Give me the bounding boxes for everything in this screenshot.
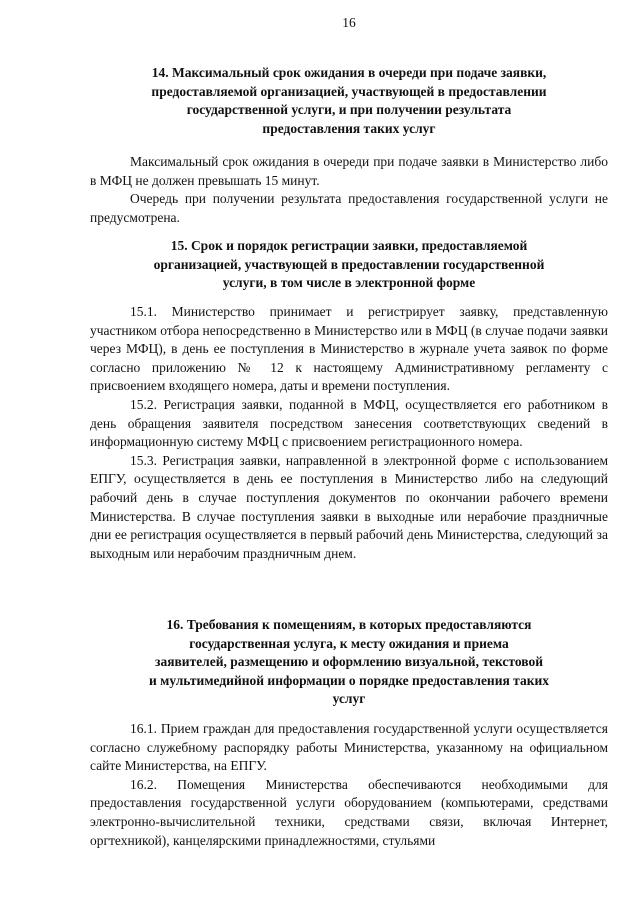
- paragraph-16-1: 16.1. Прием граждан для предоставления государственной услуги осуществляется согласно служебному распорядку работы Министерства, указанному на официальном сайте Министерства, на ЕПГУ.: [90, 721, 608, 774]
- heading-line: 15. Срок и порядок регистрации заявки, предоставляемой: [170, 238, 528, 253]
- heading-line: услуги, в том числе в электронной форме: [222, 275, 476, 291]
- section-14-heading: [90, 64, 608, 138]
- paragraph-15-2: 15.2. Регистрация заявки, поданной в МФЦ, осуществляется его работником в день обращения заявителя посредством занесения соответствующих сведений в информационную систему МФЦ с присвоением регистрационного номера.: [90, 396, 608, 450]
- heading-line: предоставляемой организацией, участвующей в предоставлении: [151, 83, 547, 99]
- heading-line: заявителей, размещению и оформлению визуальной, текстовой: [155, 654, 543, 670]
- heading-line: услуг: [332, 691, 366, 707]
- heading-line: и мультимедийной информации о порядке предоставления таких: [148, 672, 550, 688]
- heading-line: 16. Требования к помещениям, в которых предоставляются: [166, 617, 532, 632]
- paragraph: Максимальный срок ожидания в очереди при подаче заявки в Министерство либо в МФЦ не должен превышать 15 минут.: [90, 154, 608, 188]
- heading-line: 14. Максимальный срок ожидания в очереди при подаче заявки,: [151, 65, 547, 80]
- heading-line: организацией, участвующей в предоставлении государственной: [153, 256, 545, 272]
- paragraph-15-1: 15.1. Министерство принимает и регистрирует заявку, представленную участником отбора непосредственно в Министерство или в МФЦ (в случае подачи заявки через МФЦ), в день ее поступления в Министерство в журнале учета заявок по форме согласно приложению № 12 к настоящему Административному регламенту с присвоением входящего номера, даты и времени поступления.: [90, 304, 608, 394]
- heading-line: государственная услуга, к месту ожидания и приема: [189, 635, 509, 651]
- page-number: 16: [342, 15, 356, 30]
- paragraph-15-3: 15.3. Регистрация заявки, направленной в электронной форме с использованием ЕПГУ, осуществляется в день ее поступления в Министерство либо на следующий рабочий день в случае поступления документов по окончании рабочего времени Министерства. В случае поступления заявки в выходные или нерабочие праздничные дни ее регистрация осуществляется в первый рабочий день Министерства, следующий за выходным или нерабочим праздничным днем.: [90, 452, 608, 561]
- paragraph: Очередь при получении результата предоставления государственной услуги не предусмотрена.: [90, 191, 608, 225]
- paragraph-16-2: 16.2. Помещения Министерства обеспечиваются необходимыми для предоставления государственной услуги оборудованием (компьютерами, средствами электронно-вычислительной техники, средствами связи, включая Интернет, оргтехникой), канцелярскими принадлежностями, стульями: [90, 776, 608, 848]
- heading-line: предоставления таких услуг: [262, 120, 436, 136]
- section-15-heading: [90, 237, 608, 293]
- heading-line: государственной услуги, и при получении результата: [186, 102, 512, 118]
- section-15-body: [90, 303, 608, 563]
- section-14-body: [90, 153, 608, 227]
- section-16-body: [90, 720, 608, 850]
- section-16-heading: [90, 616, 608, 709]
